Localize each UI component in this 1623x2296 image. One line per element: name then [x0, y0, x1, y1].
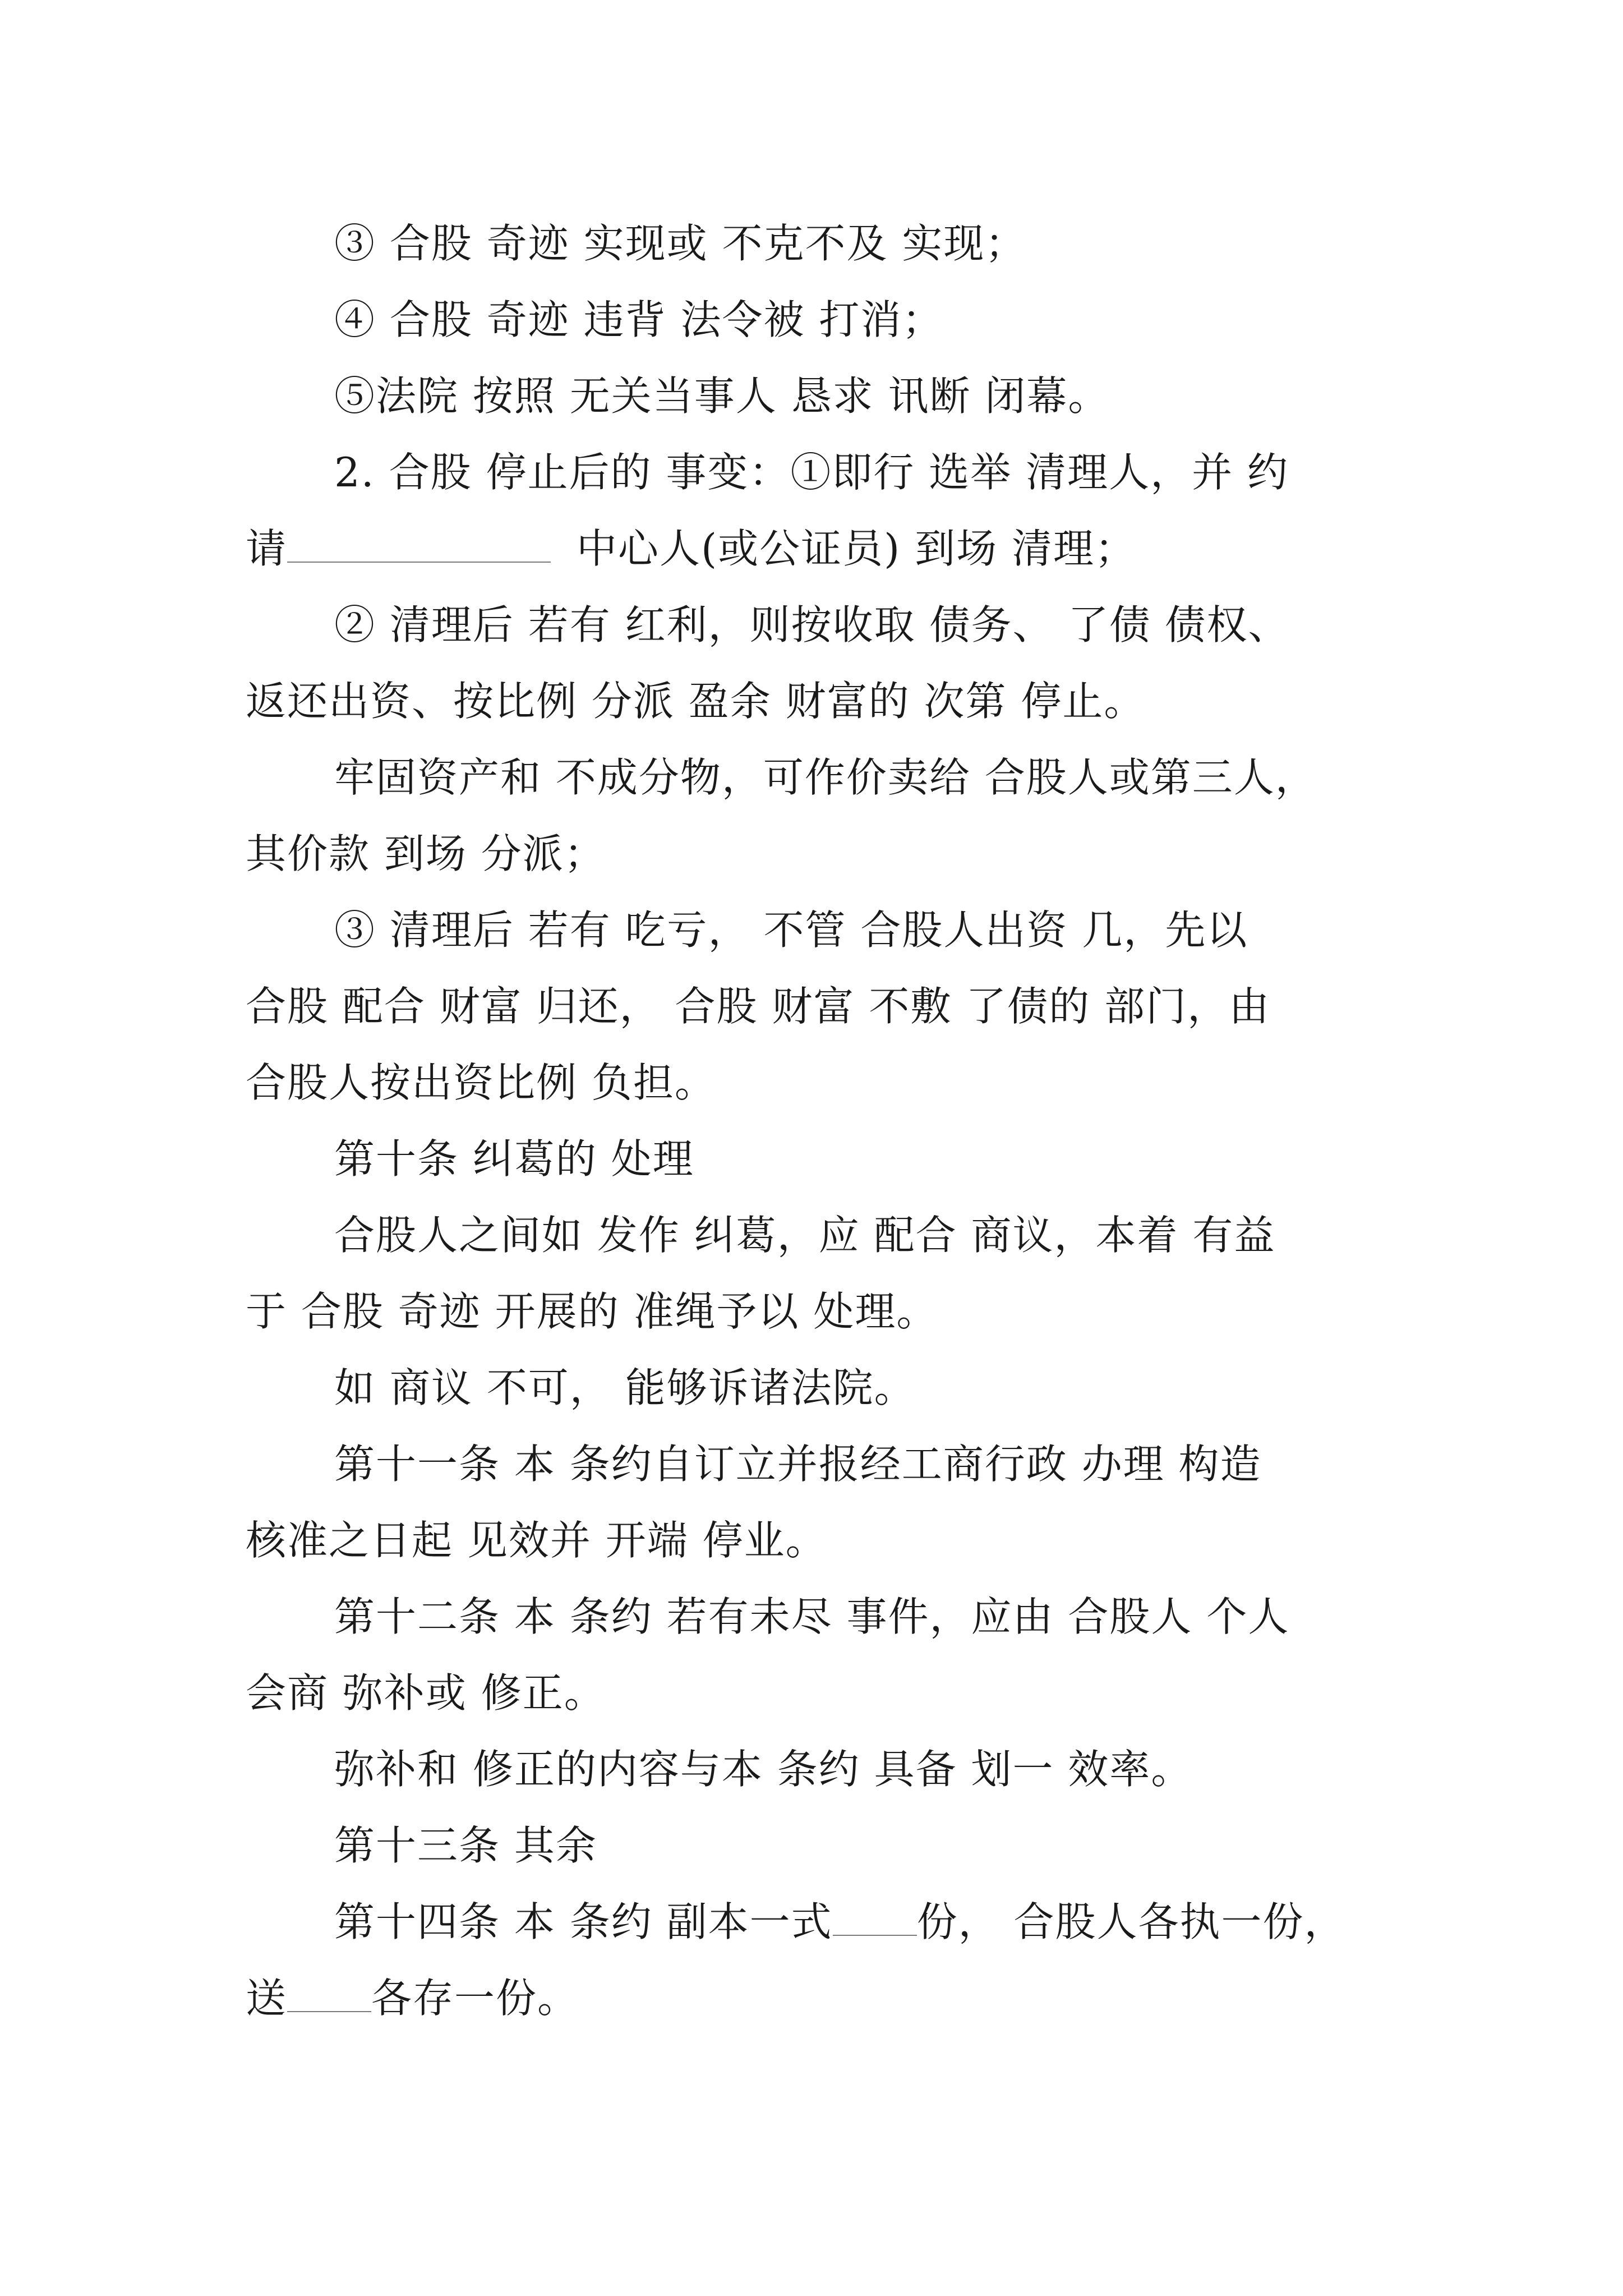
text-line: ⑤法院 按照 无关当事人 恳求 讯断 闭幕。 [334, 372, 1110, 420]
text-line: 返还出资、按比例 分派 盈余 财富的 次第 停止。 [246, 678, 1146, 725]
text-line: 核准之日起 见效并 开端 停业。 [246, 1517, 827, 1564]
text-line: 牢固资产和 不成分物，可作价卖给 合股人或第三人， [334, 754, 1317, 801]
line-text: 各存一份。 [371, 1975, 579, 2022]
text-line: 合股人之间如 发作 纠葛，应 配合 商议，本着 有益 [334, 1212, 1276, 1259]
fill-in-blank [287, 1977, 371, 2012]
line-text: 送 [246, 1975, 288, 2022]
line-text: 份， 合股人各执一份， [916, 1898, 1346, 1945]
text-line [246, 521, 1136, 577]
text-line: ③ 合股 奇迹 实现或 不克不及 实现； [334, 220, 1027, 267]
line-text: 请 [246, 525, 288, 572]
text-line: 合股人按出资比例 负担。 [246, 1059, 716, 1106]
text-line: 其价款 到场 分派； [246, 830, 606, 877]
line-text: 第十四条 本 条约 副本一式 [334, 1898, 833, 1945]
line-text: 中心人(或公证员) 到场 清理； [577, 525, 1136, 572]
text-line [334, 1894, 1346, 1950]
text-line [246, 1970, 579, 2026]
text-line: ② 清理后 若有 红利，则按收取 债务、 了债 债权、 [334, 601, 1290, 648]
text-line: 如 商议 不可， 能够诉诸法院。 [334, 1364, 916, 1411]
fill-in-blank [833, 1901, 917, 1936]
section-heading: 第十三条 其余 [334, 1822, 597, 1869]
text-line: 第十二条 本 条约 若有未尽 事件，应由 合股人 个人 [334, 1593, 1290, 1640]
text-line: ③ 清理后 若有 吃亏， 不管 合股人出资 几，先以 [334, 907, 1248, 954]
text-line: ④ 合股 奇迹 违背 法令被 打消； [334, 296, 944, 343]
text-line: 弥补和 修正的内容与本 条约 具备 划一 效率。 [334, 1746, 1193, 1793]
fill-in-blank [287, 528, 551, 563]
text-line: 会商 弥补或 修正。 [246, 1669, 606, 1717]
text-line: 于 合股 奇迹 开展的 准绳予以 处理。 [246, 1288, 938, 1335]
text-line: 合股 配合 财富 归还， 合股 财富 不敷 了债的 部门，由 [246, 983, 1271, 1030]
section-heading: 第十条 纠葛的 处理 [334, 1135, 694, 1182]
text-line: 2. 合股 停止后的 事变：①即行 选举 清理人，并 约 [334, 449, 1289, 496]
text-line: 第十一条 本 条约自订立并报经工商行政 办理 构造 [334, 1441, 1262, 1488]
